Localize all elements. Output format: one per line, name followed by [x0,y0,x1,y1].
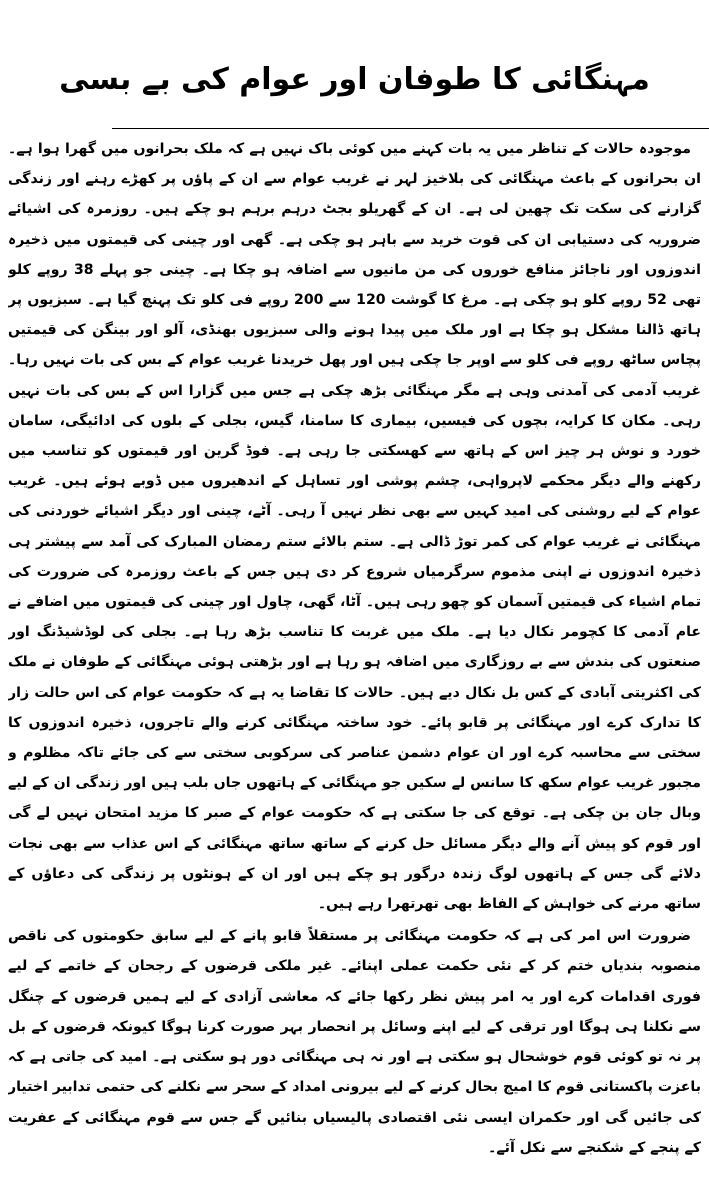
paragraph-1-text: موجودہ حالات کے تناظر میں یہ بات کہنے میں کوئی باک نہیں ہے کہ ملک بحرانوں میں گھرا ہوا ہے۔ ان بحرانوں کے باعث مہنگائی کی بلاخیز لہر نے غریب عوام سے ان کے پاؤں پر کھڑے رہنے اور زندگی گزارنے کی سکت تک چھین لی ہے۔ ان کے گھریلو بجٹ درہم برہم ہو چکے ہیں۔ روزمرہ کی اشیائے ضروریہ کی دستیابی ان کی قوت خرید سے باہر ہو چکی ہے۔ گھی اور چینی کی قیمتوں میں ذخیرہ اندوزوں اور ناجائز منافع خوروں کی من مانیوں سے اضافہ ہو چکا ہے۔ چینی جو پہلے 38 روپے کلو تھی 52 روپے کلو ہو چکی ہے۔ مرغ کا گوشت 120 سے 200 روپے فی کلو تک پہنچ گیا ہے۔ سبزیوں پر ہاتھ ڈالنا مشکل ہو چکا ہے اور ملک میں پیدا ہونے والی سبزیوں بھنڈی، آلو اور بینگن کی قیمتیں پچاس ساٹھ روپے فی کلو سے اوپر جا چکی ہیں اور پھل خریدنا غریب عوام کے بس کی بات نہیں رہا۔ غریب آدمی کی آمدنی وہی ہے مگر مہنگائی بڑھ چکی ہے جس میں گزارا اس کے بس کی بات نہیں رہی۔ مکان کا کرایہ، بچوں کی فیسیں، بیماری کا سامنا، گیس، بجلی کے بلوں کی ادائیگی، سامان خورد و نوش ہر چیز اس کے ہاتھ سے کھسکتی جا رہی ہے۔ فوڈ گرین اور قیمتوں کو تناسب میں رکھنے والے دیگر محکمے لاپرواہی، چشم پوشی اور تساہل کے اندھیروں میں ڈوبے ہوئے ہیں۔ غریب عوام کے لیے روشنی کی امید کہیں سے بھی نظر نہیں آ رہی۔ آٹے، چینی اور دیگر اشیائے خوردنی کی مہنگائی نے غریب عوام کی کمر توڑ ڈالی ہے۔ ستم بالائے ستم رمضان المبارک کی آمد سے پیشتر ہی ذخیرہ اندوزوں نے اپنی مذموم سرگرمیاں شروع کر دی ہیں جس کے باعث روزمرہ کی ضرورت کی تمام اشیاء کی قیمتیں آسمان کو چھو رہی ہیں۔ آٹا، گھی، چاول اور چینی کی قیمتوں میں اضافے نے عام آدمی کا کچومر نکال دیا ہے۔ ملک میں غربت کا تناسب بڑھ رہا ہے۔ بجلی کی لوڈشیڈنگ اور صنعتوں کی بندش سے بے روزگاری میں اضافہ ہو رہا ہے اور بڑھتی ہوئی مہنگائی کے طوفان نے ملک کی اکثریتی آبادی کے کس بل نکال دیے ہیں۔ حالات کا تقاضا یہ ہے کہ حکومت عوام کی اس حالت زار کا تدارک کرے اور مہنگائی پر قابو پائے۔ خود ساختہ مہنگائی کرنے والے تاجروں، ذخیرہ اندوزوں کا سختی سے محاسبہ کرے اور ان عوام دشمن عناصر کی سرکوبی سختی سے کی جائے تاکہ مظلوم و مجبور غریب عوام سکھ کا سانس لے سکیں جو مہنگائی کے ہاتھوں جاں بلب ہیں اور زندگی ان کے لیے وبال جان بن چکی ہے۔ توقع کی جا سکتی ہے کہ حکومت عوام کے صبر کا مزید امتحان نہیں لے گی اور قوم کو پیش آنے والے دیگر مسائل حل کرنے کے ساتھ ساتھ مہنگائی کے اس عذاب سے بھی نجات دلائے گی جس کے ہاتھوں لوگ زندہ درگور ہو چکے ہیں اور ان کے ہونٹوں پر زندگی کی دعاؤں کے ساتھ مرنے کی خواہش کے الفاظ بھی تھرتھرا رہے ہیں۔ [8,141,701,913]
article-body [8,134,701,1178]
headline: مہنگائی کا طوفان اور عوام کی بے بسی [59,62,650,98]
headline-rule [112,128,709,129]
paragraph-2-text: ضرورت اس امر کی ہے کہ حکومت مہنگائی پر مستقلاً قابو پانے کے لیے سابق حکومتوں کی ناقص منصوبہ بندیاں ختم کر کے نئی حکمت عملی اپنائے۔ غیر ملکی قرضوں کے رجحان کے خاتمے کے لیے فوری اقدامات کرے اور یہ امر پیش نظر رکھا جائے کہ معاشی آزادی کے لیے ہمیں قرضوں کے چنگل سے نکلنا ہی ہوگا اور ترقی کے لیے اپنے وسائل پر انحصار بہر صورت کرنا ہوگا کیونکہ قرضوں کے بل پر نہ تو کوئی قوم خوشحال ہو سکتی ہے اور نہ ہی مہنگائی دور ہو سکتی ہے۔ امید کی جاتی ہے کہ باعزت پاکستانی قوم کا امیج بحال کرنے کے لیے بیرونی امداد کے سحر سے نکلنے کی حتمی تدابیر اختیار کی جائیں گی اور حکمران ایسی نئی اقتصادی پالیسیاں بنائیں گے جس سے قوم مہنگائی کے عفریت کے پنجے کے شکنجے سے نکل آئے۔ [8,928,701,1156]
paragraph-1 [8,134,701,919]
paragraph-2 [8,921,701,1163]
